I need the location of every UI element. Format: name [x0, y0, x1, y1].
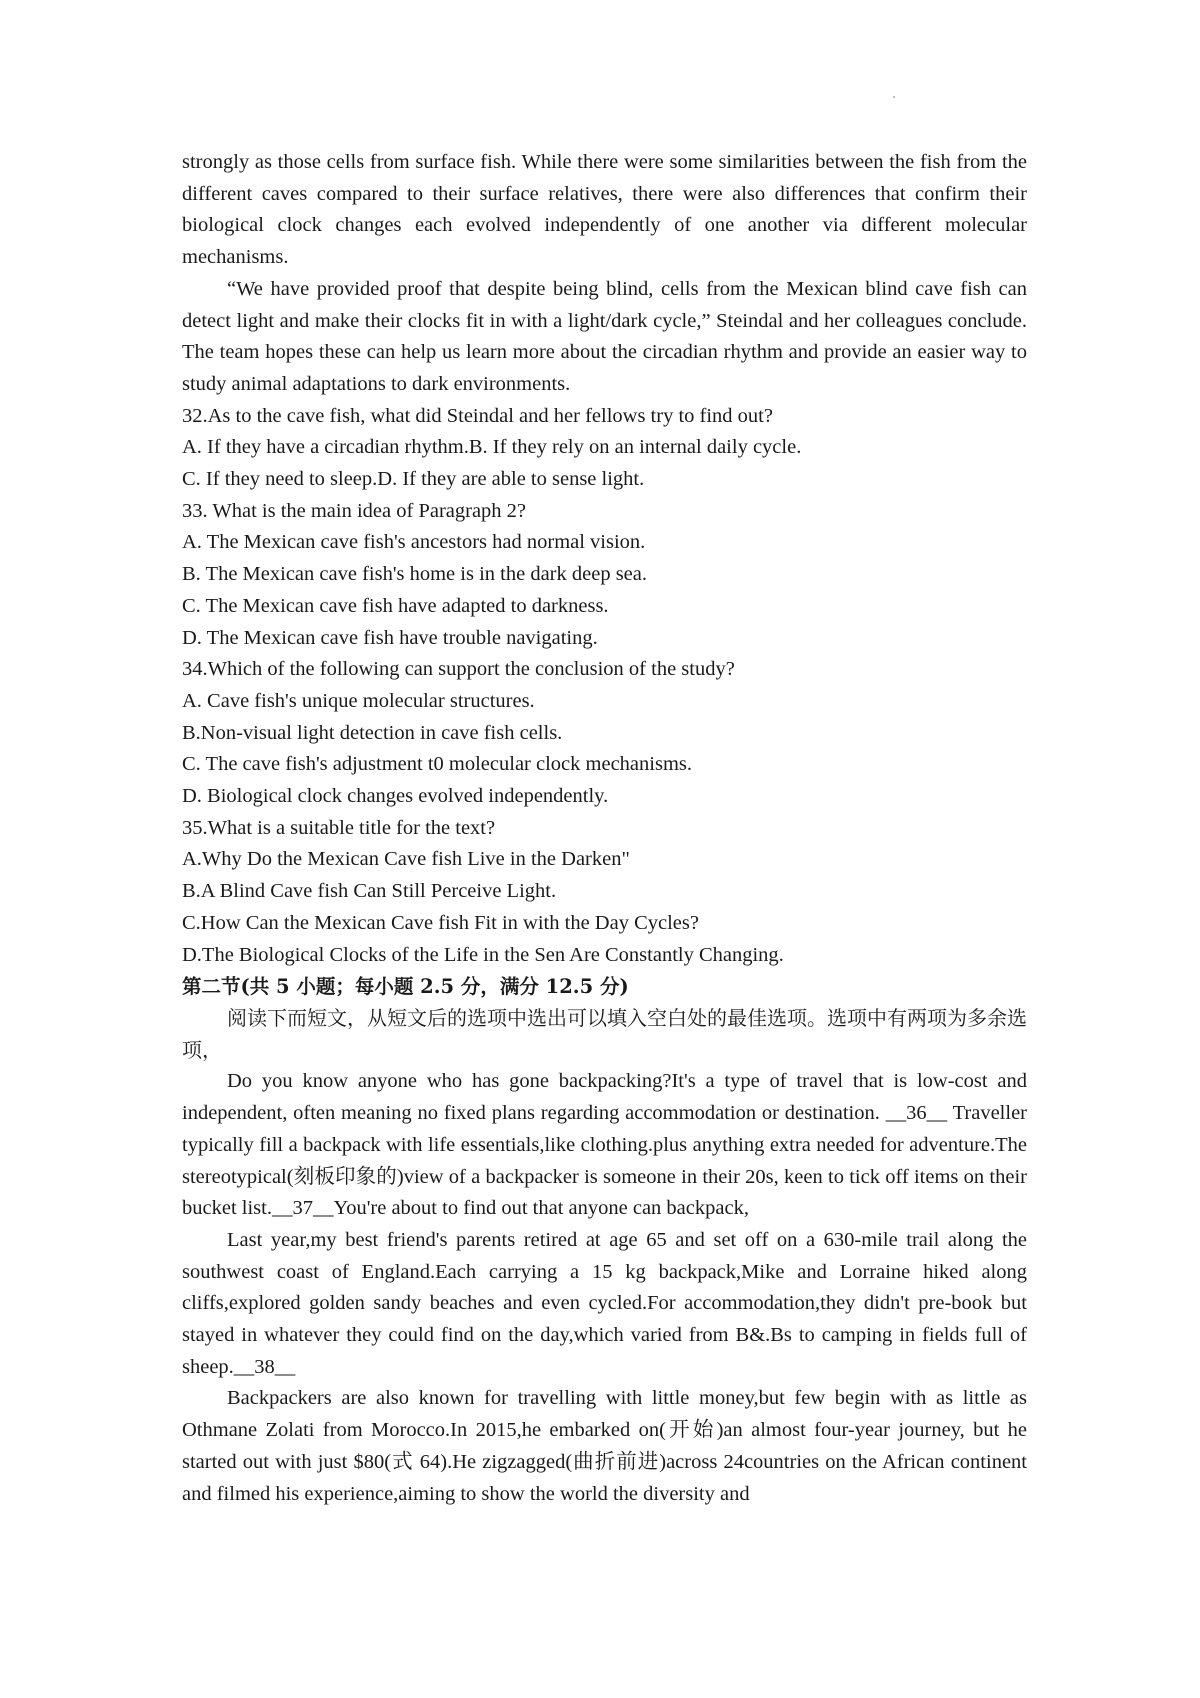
option-a: A.Why Do the Mexican Cave fish Live in the Darken": [182, 848, 630, 871]
paragraph-continued: strongly as those cells from surface fish. While there were some similarities between the fish from the different caves compared to their surface relatives, there were also differences that confirm their biological clock changes each evolved independently of one another via different molecular mechanisms.: [182, 151, 1027, 269]
passage-paragraph-3: Backpackers are also known for travelling with little money,but few begin with as little as Othmane Zolati from Morocco.In 2015,he embarked on(开始)an almost four-year journey, but he started out with just $80(式 64).He zigzagged(曲折前进)across 24countries on the African continent and filmed his experience,aiming to show the world the diversity and: [182, 1387, 1027, 1505]
question-33: [182, 496, 1027, 655]
question-35: [182, 813, 1027, 972]
question-32: [182, 401, 1027, 496]
question-stem: 33. What is the main idea of Paragraph 2?: [182, 499, 527, 522]
option-d: D. Biological clock changes evolved independently.: [182, 785, 609, 808]
section-heading: 第二节(共 5 小题；每小题 2.5 分，满分 12.5 分): [182, 975, 629, 999]
option-c: C.How Can the Mexican Cave fish Fit in with the Day Cycles?: [182, 911, 699, 934]
passage-paragraph-1: Do you know anyone who has gone backpacking?It's a type of travel that is low-cost and independent, often meaning no fixed plans regarding accommodation or destination. __36__ Traveller typically fill a backpack with life essentials,like clothing.plus anything extra needed for adventure.The stereotypical(刻板印象的)view of a backpacker is someone in their 20s, keen to tick off items on their bucket list.__37__You're about to find out that anyone can backpack,: [182, 1070, 1027, 1220]
option-line: A. If they have a circadian rhythm.B. If they rely on an internal daily cycle.: [182, 436, 802, 459]
option-c: C. The cave fish's adjustment t0 molecular clock mechanisms.: [182, 753, 692, 776]
option-line: C. If they need to sleep.D. If they are able to sense light.: [182, 468, 645, 491]
document-page: [182, 147, 1027, 1510]
question-stem: 35.What is a suitable title for the text?: [182, 816, 496, 839]
option-c: C. The Mexican cave fish have adapted to darkness.: [182, 594, 609, 617]
option-d: D.The Biological Clocks of the Life in the Sen Are Constantly Changing.: [182, 943, 784, 966]
paragraph-quote: “We have provided proof that despite being blind, cells from the Mexican blind cave fish can detect light and make their clocks fit in with a light/dark cycle,” Steindal and her colleagues conclude. The team hopes these can help us learn more about the circadian rhythm and provide an easier way to study animal adaptations to dark environments.: [182, 277, 1027, 395]
option-b: B.A Blind Cave fish Can Still Perceive Light.: [182, 880, 557, 903]
question-stem: 34.Which of the following can support the conclusion of the study?: [182, 658, 735, 681]
option-b: B.Non-visual light detection in cave fish cells.: [182, 721, 563, 744]
question-stem: 32.As to the cave fish, what did Steindal and her fellows try to find out?: [182, 404, 773, 427]
question-34: [182, 654, 1027, 813]
scan-speck: [893, 96, 895, 98]
option-b: B. The Mexican cave fish's home is in the dark deep sea.: [182, 563, 647, 586]
section-instruction: 阅读下而短文，从短文后的选项中选出可以填入空白处的最佳选项。选项中有两项为多余选项，: [182, 1005, 1027, 1062]
option-a: A. The Mexican cave fish's ancestors had normal vision.: [182, 531, 646, 554]
option-d: D. The Mexican cave fish have trouble navigating.: [182, 626, 598, 649]
passage-paragraph-2: Last year,my best friend's parents retired at age 65 and set off on a 630-mile trail along the southwest coast of England.Each carrying a 15 kg backpack,Mike and Lorraine hiked along cliffs,explored golden sandy beaches and even cycled.For accommodation,they didn't pre-book but stayed in whatever they could find on the day,which varied from B&.Bs to camping in fields full of sheep.__38__: [182, 1228, 1027, 1378]
option-a: A. Cave fish's unique molecular structures.: [182, 689, 535, 712]
